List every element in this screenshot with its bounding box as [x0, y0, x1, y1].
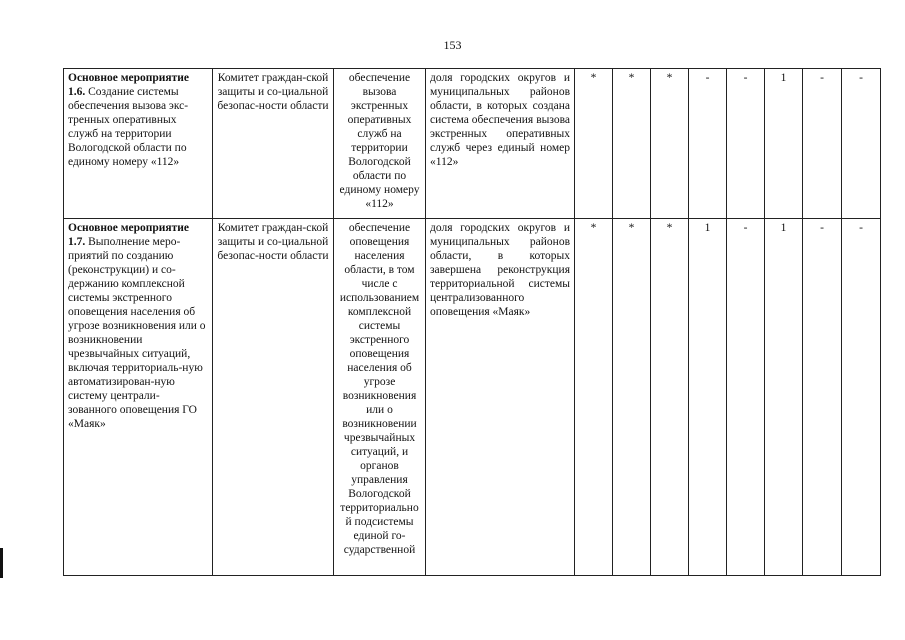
event-text: Создание системы обеспечения вызова экс-тренных оперативных служб на территории Вологодской области по единому номеру «112» — [68, 86, 189, 168]
program-table — [63, 68, 881, 576]
responsible-cell: Комитет граждан-ской защиты и со-циальной безопас-ности области — [213, 219, 334, 576]
value-cell: * — [575, 69, 613, 219]
indicator-cell: доля городских округов и муниципальных районов области, в которых завершена реконструкция территориальной системы централизованного оповещения «Маяк» — [426, 219, 575, 576]
value-cell: * — [613, 219, 651, 576]
value-cell: * — [575, 219, 613, 576]
value-cell: - — [803, 69, 842, 219]
table-row — [64, 219, 881, 576]
value-cell: * — [651, 219, 689, 576]
indicator-cell: доля городских округов и муниципальных районов области, в которых создана система обеспечения вызова экстренных оперативных служб через единый номер «112» — [426, 69, 575, 219]
event-cell — [64, 219, 213, 576]
value-cell: - — [727, 69, 765, 219]
scan-artifact — [0, 548, 3, 578]
value-cell: - — [842, 219, 881, 576]
page-number: 153 — [443, 38, 462, 52]
goal-cell: обеспечение оповещения населения области, в том числе с использованием комплексной системы экстренного оповещения населения об угрозе возникновения или о возникновении чрезвычайных ситуаций, и органов управления Вологодской территориально й подсистемы единой го-сударственной — [334, 219, 426, 576]
event-title: Основное мероприятие 1.7. — [68, 222, 190, 248]
event-cell — [64, 69, 213, 219]
value-cell: - — [803, 219, 842, 576]
event-text: Выполнение меро-приятий по созданию (реконструкции) и со-держанию комплексной системы экстренного оповещения населения об угрозе возникновения или о возникновении чрезвычайных ситуаций, включая территориаль-ную автоматизирован-ную систему централи-зованного оповещения ГО «Маяк» — [68, 236, 206, 430]
value-cell: 1 — [765, 69, 803, 219]
goal-cell: обеспечение вызова экстренных оперативных служб на территории Вологодской области по единому номеру «112» — [334, 69, 426, 219]
event-title: Основное мероприятие 1.6. — [68, 72, 190, 98]
value-cell: - — [689, 69, 727, 219]
responsible-cell: Комитет граждан-ской защиты и со-циальной безопас-ности области — [213, 69, 334, 219]
value-cell: 1 — [689, 219, 727, 576]
value-cell: - — [842, 69, 881, 219]
value-cell: 1 — [765, 219, 803, 576]
table-row — [64, 69, 881, 219]
value-cell: - — [727, 219, 765, 576]
value-cell: * — [613, 69, 651, 219]
value-cell: * — [651, 69, 689, 219]
